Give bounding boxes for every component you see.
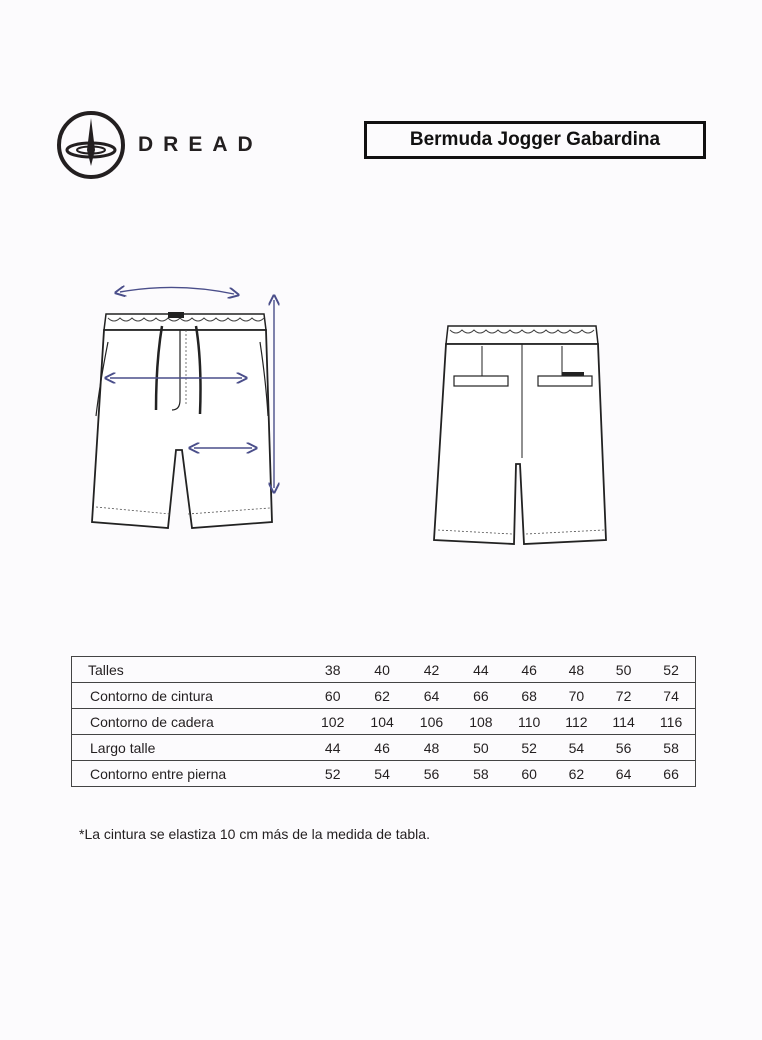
table-cell: 110 — [506, 709, 553, 735]
table-cell: 112 — [553, 709, 600, 735]
size-value: 48 — [553, 657, 600, 683]
table-cell: 58 — [647, 735, 695, 761]
shorts-back-diagram — [426, 318, 616, 548]
table-row — [72, 735, 696, 761]
size-value: 44 — [456, 657, 505, 683]
table-cell: 58 — [456, 761, 505, 787]
dread-logo-icon — [56, 110, 126, 180]
table-cell: 50 — [456, 735, 505, 761]
table-cell: 64 — [407, 683, 456, 709]
table-cell: 52 — [506, 735, 553, 761]
size-value: 38 — [308, 657, 357, 683]
brand-name: DREAD — [138, 133, 263, 156]
table-cell: 66 — [456, 683, 505, 709]
table-cell: 54 — [357, 761, 406, 787]
table-cell: 106 — [407, 709, 456, 735]
shorts-front-diagram — [84, 282, 294, 542]
table-cell: 56 — [407, 761, 456, 787]
product-title: Bermuda Jogger Gabardina — [364, 121, 706, 159]
table-cell: 70 — [553, 683, 600, 709]
row-label: Contorno de cadera — [72, 709, 309, 735]
table-cell: 74 — [647, 683, 695, 709]
table-cell: 104 — [357, 709, 406, 735]
waist-note: *La cintura se elastiza 10 cm más de la medida de tabla. — [79, 826, 430, 842]
row-label: Largo talle — [72, 735, 309, 761]
table-cell: 48 — [407, 735, 456, 761]
table-cell: 108 — [456, 709, 505, 735]
table-cell: 54 — [553, 735, 600, 761]
table-cell: 44 — [308, 735, 357, 761]
table-row — [72, 683, 696, 709]
table-cell: 52 — [308, 761, 357, 787]
table-cell: 46 — [357, 735, 406, 761]
table-cell: 60 — [308, 683, 357, 709]
size-value: 40 — [357, 657, 406, 683]
table-cell: 116 — [647, 709, 695, 735]
table-cell: 56 — [600, 735, 647, 761]
row-label: Talles — [72, 657, 309, 683]
table-row — [72, 761, 696, 787]
row-label: Contorno entre pierna — [72, 761, 309, 787]
size-table — [71, 656, 696, 787]
table-cell: 64 — [600, 761, 647, 787]
table-cell: 68 — [506, 683, 553, 709]
table-cell: 62 — [553, 761, 600, 787]
size-value: 52 — [647, 657, 695, 683]
table-cell: 66 — [647, 761, 695, 787]
row-label: Contorno de cintura — [72, 683, 309, 709]
size-value: 50 — [600, 657, 647, 683]
size-value: 46 — [506, 657, 553, 683]
table-cell: 102 — [308, 709, 357, 735]
table-cell: 60 — [506, 761, 553, 787]
size-value: 42 — [407, 657, 456, 683]
table-row — [72, 709, 696, 735]
size-table-header-row — [72, 657, 696, 683]
table-cell: 72 — [600, 683, 647, 709]
table-cell: 62 — [357, 683, 406, 709]
table-cell: 114 — [600, 709, 647, 735]
